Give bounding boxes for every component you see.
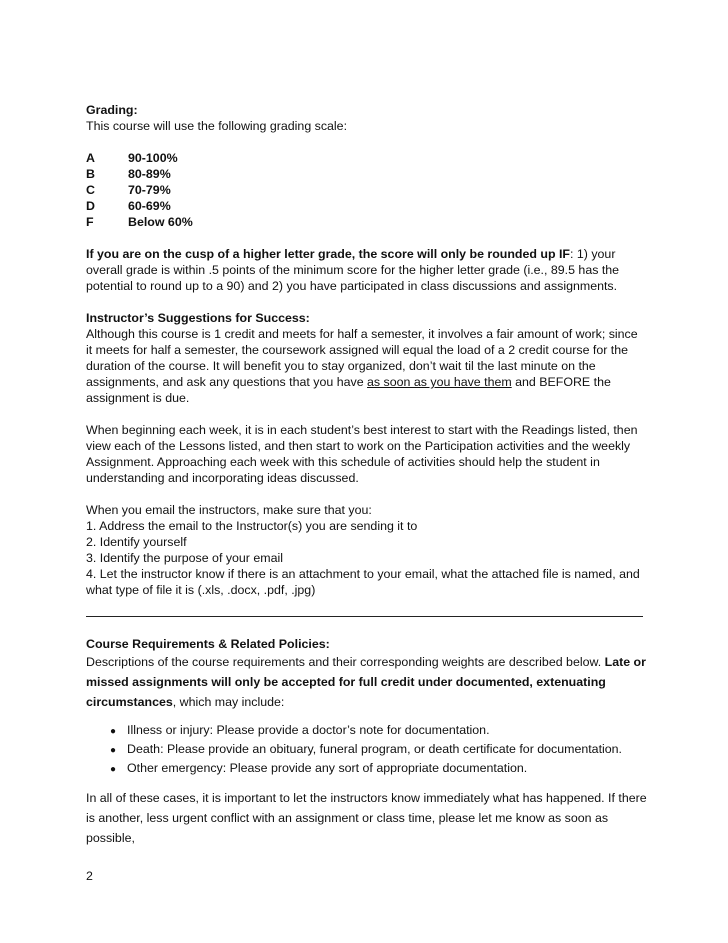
email-step: 1. Address the email to the Instructor(s) you are sending it to	[86, 519, 418, 533]
list-item	[86, 722, 651, 741]
grade-letter: B	[86, 167, 95, 181]
requirements-closing: In all of these cases, it is important to let the instructors know immediately what has happened. If there is another, less urgent conflict with an assignment or class time, please let me know as soon as possible,	[86, 791, 647, 845]
email-step: 2. Identify yourself	[86, 535, 187, 549]
bullet-icon: ●	[109, 726, 116, 737]
grading-heading: Grading:	[86, 103, 138, 117]
requirements-intro-text: Descriptions of the course requirements and their corresponding weights are described below.	[86, 655, 605, 669]
rounding-policy	[86, 246, 646, 294]
late-policy-bold: Late or missed assignments will only be accepted for full credit under documented, extenuating circumstances	[86, 655, 646, 709]
list-item-text: Illness or injury: Please provide a doctor’s note for documentation.	[127, 723, 490, 737]
list-item	[86, 760, 651, 779]
requirements-intro	[86, 652, 651, 712]
list-item-text: Other emergency: Please provide any sort of appropriate documentation.	[127, 761, 528, 775]
grade-letter: D	[86, 199, 95, 213]
grading-intro: This course will use the following grading scale:	[86, 119, 348, 133]
grade-range: 90-100%	[128, 151, 178, 165]
requirements-section	[86, 636, 651, 848]
rounding-policy-bold: If you are on the cusp of a higher letter grade, the score will only be rounded up IF	[86, 247, 570, 261]
email-step: 4. Let the instructor know if there is an attachment to your email, what the attached file is named, and what type of file it is (.xls, .docx, .pdf, .jpg)	[86, 567, 640, 597]
grade-row-d	[86, 198, 646, 214]
suggestions-text: Although this course is 1 credit and meets for half a semester, it involves a fair amount of work; since it meets for half a semester, the coursework assigned will equal the load of a 2 credit course for the duration of the course. It will benefit you to stay organized, don’t wait til the last minute on the assignments, and ask any questions that you have	[86, 327, 638, 389]
grade-range: 60-69%	[128, 199, 171, 213]
suggestions-heading: Instructor’s Suggestions for Success:	[86, 311, 310, 325]
grading-and-suggestions-section	[86, 102, 646, 598]
email-instructions-intro: When you email the instructors, make sure that you:	[86, 503, 372, 517]
suggestions-paragraph-1	[86, 326, 646, 406]
grade-row-c	[86, 182, 646, 198]
bullet-icon: ●	[109, 745, 116, 756]
rounding-policy-text: : 1) your overall grade is within .5 points of the minimum score for the higher letter grade (i.e., 89.5 has the potential to round up to a 90) and 2) you have participated in class discussions and assignments.	[86, 247, 620, 293]
list-item-text: Death: Please provide an obituary, funeral program, or death certificate for documentation.	[127, 742, 622, 756]
suggestions-underlined-text: as soon as you have them	[367, 375, 512, 389]
grade-letter: C	[86, 183, 95, 197]
grade-range: 70-79%	[128, 183, 171, 197]
email-step: 3. Identify the purpose of your email	[86, 551, 283, 565]
grade-range: 80-89%	[128, 167, 171, 181]
requirements-intro-tail: , which may include:	[172, 695, 285, 709]
grading-scale	[86, 150, 646, 230]
grade-row-a	[86, 150, 646, 166]
suggestions-text-tail: and BEFORE the assignment is due.	[86, 375, 611, 405]
grade-row-b	[86, 166, 646, 182]
grade-row-f	[86, 214, 646, 230]
page-number: 2	[86, 869, 93, 883]
section-divider	[86, 616, 643, 617]
documented-circumstances-list	[86, 722, 651, 779]
requirements-heading: Course Requirements & Related Policies:	[86, 637, 330, 651]
grade-letter: A	[86, 151, 95, 165]
grade-letter: F	[86, 215, 94, 229]
grade-range: Below 60%	[128, 215, 193, 229]
suggestions-paragraph-2: When beginning each week, it is in each student’s best interest to start with the Readings listed, then view each of the Lessons listed, and then start to work on the Participation activities and the weekly Assignment. Approaching each week with this schedule of activities should help the student in understanding and incorporating ideas discussed.	[86, 423, 638, 485]
bullet-icon: ●	[109, 764, 116, 775]
list-item	[86, 741, 651, 760]
